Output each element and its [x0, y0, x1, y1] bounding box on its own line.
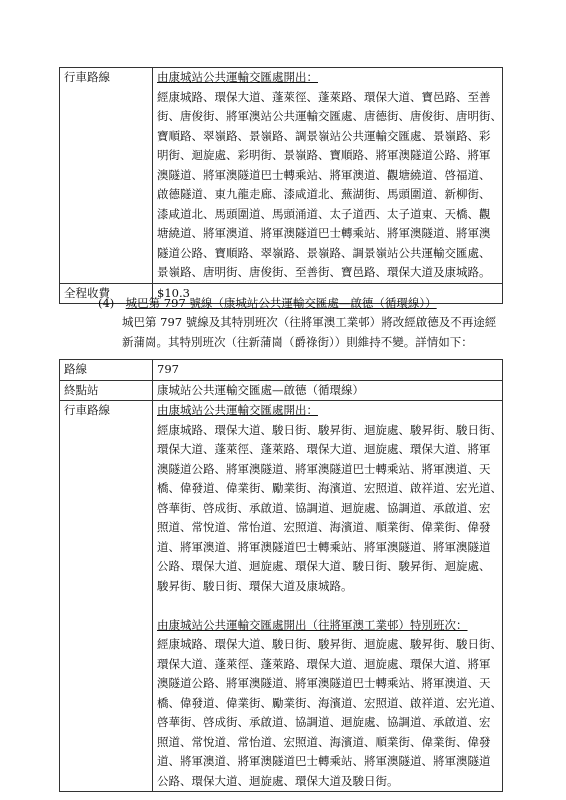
route-line: 照道、常悅道、常怡道、宏照道、海濱道、順業街、偉業街、偉發 [157, 734, 491, 749]
route-line: 漆咸道北、馬頭圍道、馬頭涌道、太子道西、太子道東、天橋、觀 [157, 206, 491, 221]
route-lines [157, 88, 502, 283]
table-row [60, 380, 503, 401]
route-line: 公路、環保大道、迴旋處、環保大道及駿日街。 [157, 773, 399, 788]
route-table-2 [59, 359, 503, 792]
fare-value: $10.3 [153, 283, 503, 304]
route-line: 經康城路、環保大道、蓬萊徑、蓬萊路、環保大道、寶邑路、至善 [157, 89, 491, 104]
route-cell [153, 401, 503, 792]
terminus-value: 康城站公共運輸交匯處—啟德（循環線） [153, 380, 503, 401]
route-line: 經康城路、環保大道、駿日街、駿昇街、迴旋處、駿昇街、駿日街、 [157, 637, 502, 651]
block1-heading: 由康城站公共運輸交匯處開出： [157, 403, 318, 417]
route-line: 啓華街、啓成街、承啟道、協調道、迴旋處、協調道、承啟道、宏 [157, 500, 491, 515]
route-no-value: 797 [153, 360, 503, 381]
route-line: 環保大道、蓬萊徑、蓬萊路、環保大道、迴旋處、環保大道、將軍 [157, 656, 491, 671]
route-line: 橋、偉發道、偉業街、勵業街、海濱道、宏照道、啟祥道、宏光道、 [157, 481, 502, 495]
route-line: 經康城路、環保大道、駿日街、駿昇街、迴旋處、駿昇街、駿日街、 [157, 422, 502, 437]
route-label: 行車路線 [60, 68, 153, 284]
section-paragraph [122, 313, 504, 352]
paragraph-line: 城巴第 797 號線及其特別班次（往將軍澳工業邨）將改經啟德及不再途經 [122, 315, 497, 329]
route-line: 澳隧道、將軍澳隧道巴士轉乘站、將軍澳道、觀塘繞道、啓福道、 [157, 167, 491, 182]
table-row [60, 401, 503, 792]
block1-lines [157, 421, 502, 597]
route-line: 街、唐俊街、將軍澳站公共運輸交匯處、唐德街、唐俊街、唐明街、 [157, 109, 502, 123]
block2-lines [157, 635, 502, 791]
route-line: 駿昇街、駿日街、環保大道及康城路。 [157, 578, 353, 593]
route-line: 道、將軍澳道、將軍澳隧道巴士轉乘站、將軍澳隧道、將軍澳隧道 [157, 539, 491, 554]
route-line: 啓華街、啓成街、承啟道、協調道、迴旋處、協調道、承啟道、宏 [157, 715, 491, 729]
route-line: 環保大道、蓬萊徑、蓬萊路、環保大道、迴旋處、環保大道、將軍 [157, 442, 491, 456]
route-line: 景嶺路、唐明街、唐俊街、至善街、寶邑路、環保大道及康城路。 [157, 265, 491, 279]
route-no-label: 路線 [60, 360, 153, 381]
table-row [60, 360, 503, 381]
route-label: 行車路線 [60, 401, 153, 792]
block2-heading: 由康城站公共運輸交匯處開出（往將軍澳工業邨）特別班次： [157, 617, 468, 632]
route-table-1 [59, 67, 503, 304]
route-line: 橋、偉發道、偉業街、勵業街、海濱道、宏照道、啟祥道、宏光道、 [157, 695, 502, 710]
route-line: 道、將軍澳道、將軍澳隧道巴士轉乘站、將軍澳隧道、將軍澳隧道 [157, 754, 491, 768]
route-line: 澳隧道公路、將軍澳隧道、將軍澳隧道巴士轉乘站、將軍澳道、天 [157, 676, 491, 690]
section-number: (4) [98, 296, 115, 310]
route-line: 照道、常悅道、常怡道、宏照道、海濱道、順業街、偉業街、偉發 [157, 520, 491, 534]
terminus-label: 終點站 [60, 380, 153, 401]
route-line: 澳隧道公路、將軍澳隧道、將軍澳隧道巴士轉乘站、將軍澳道、天 [157, 461, 491, 476]
route-line: 啟德隧道、東九龍走廊、漆咸道北、蕪湖街、馬頭圍道、新柳街、 [157, 187, 491, 201]
fare-label: 全程收費 [60, 283, 153, 304]
route-line: 公路、環保大道、迴旋處、環保大道、駿日街、駿昇街、迴旋處、 [157, 559, 491, 573]
route-line: 塘繞道、將軍澳道、將軍澳隧道巴士轉乘站、將軍澳隧道、將軍澳 [157, 226, 491, 240]
route-line: 明街、迴旋處、彩明街、景嶺路、寶順路、將軍澳隧道公路、將軍 [157, 148, 491, 162]
route-heading: 由康城站公共運輸交匯處開出： [157, 70, 318, 84]
paragraph-line: 新蒲崗。其特別班次（往新蒲崗（爵祿街））則維持不變。詳情如下： [122, 334, 473, 349]
section-heading [98, 294, 437, 314]
route-line: 寶順路、翠嶺路、景嶺路、調景嶺站公共運輸交匯處、景嶺路、彩 [157, 128, 491, 143]
table-row [60, 68, 503, 284]
section-title: 城巴第 797 號線（康城站公共運輸交匯處—啟德（循環線）） [125, 296, 437, 310]
route-line: 隧道公路、寶順路、翠嶺路、景嶺路、調景嶺站公共運輸交匯處、 [157, 245, 491, 260]
route-cell [153, 68, 503, 284]
